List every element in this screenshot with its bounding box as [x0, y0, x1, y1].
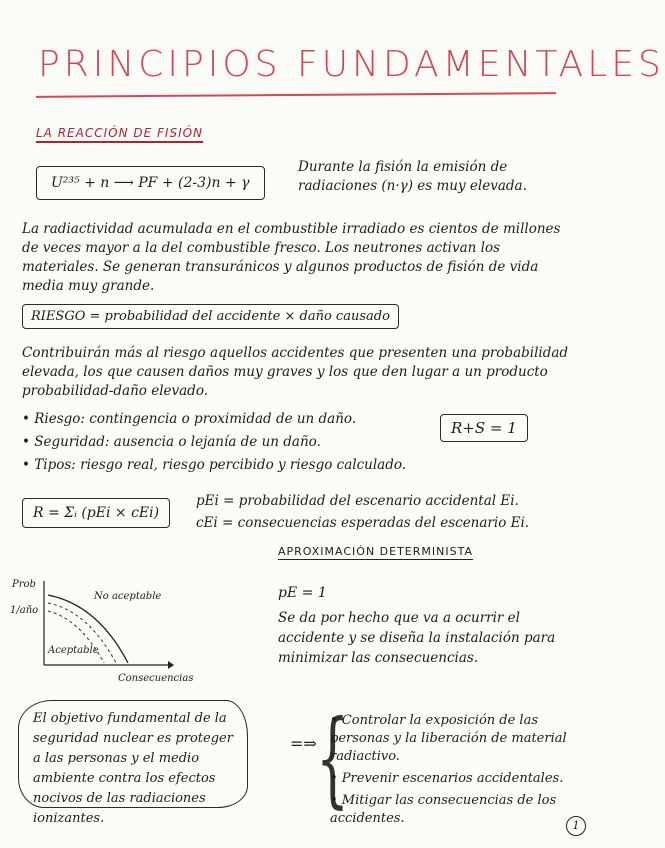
conclusions-list [330, 712, 585, 832]
paragraph-contribution: Contribuirán más al riesgo aquellos accidentes que presenten una probabilidad elevada, los que causen daños muy graves y los que den lugar a un producto probabilidad-daño elevado. [22, 345, 569, 399]
rs-box [440, 414, 528, 442]
graph-no-aceptable: No aceptable [94, 591, 162, 602]
definitions-list [22, 408, 406, 477]
equation-note: Durante la fisión la emisión de radiaciones (n·γ) es muy elevada. [298, 159, 527, 194]
aprox-title: APROXIMACIÓN DETERMINISTA [278, 545, 473, 558]
risk-graph [8, 575, 208, 685]
objective-bubble [18, 700, 248, 826]
objective-text: El objetivo fundamental de la seguridad nuclear es proteger a las personas y el medio ambiente contra los efectos nocivos de las radiaciones ionizantes. [33, 711, 233, 826]
pe-equation: pE = 1 [278, 585, 327, 601]
pei-definition: pEi = probabilidad del escenario accidental Ei. [196, 493, 519, 509]
riesgo-formula-box [22, 304, 399, 329]
riesgo-formula: RIESGO = probabilidad del accidente × daño causado [31, 309, 390, 324]
section-title: LA REACCIÓN DE FISIÓN [36, 126, 203, 143]
page-title: PRINCIPIOS FUNDAMENTALES [38, 44, 665, 85]
aprox-text: Se da por hecho que va a ocurrir el accidente y se diseña la instalación para minimizar las consecuencias. [278, 610, 556, 666]
x-axis-arrow [168, 661, 174, 669]
graph-ylabel-top: Prob [12, 579, 36, 590]
fission-equation-box [36, 166, 265, 200]
graph-aceptable: Aceptable [48, 645, 99, 656]
brace-icon: { [316, 697, 350, 819]
paragraph-radioactivity: La radiactividad acumulada en el combustible irradiado es cientos de millones de veces mayor a la del combustible fresco. Los neutrones activan los materiales. Se generan transuránicos y algunos productos de fisión de vida media muy grande. [22, 221, 561, 294]
list-item: • Controlar la exposición de las personas y la liberación de material radiactivo. [330, 713, 567, 764]
sum-formula: R = Σᵢ (pEi × cEi) [33, 505, 160, 521]
title-underline [36, 92, 556, 98]
rs-equation: R+S = 1 [451, 419, 517, 437]
fission-equation: U²³⁵ + n ⟶ PF + (2-3)n + γ [51, 175, 250, 191]
list-item: • Prevenir escenarios accidentales. [330, 771, 564, 786]
implies-arrow: =⇒ [290, 734, 317, 753]
list-item: • Tipos: riesgo real, riesgo percibido y riesgo calculado. [22, 457, 407, 473]
graph-xlabel: Consecuencias [118, 673, 194, 684]
list-item: • Riesgo: contingencia o proximidad de un daño. [22, 411, 357, 427]
graph-ylabel-bottom: 1/año [10, 605, 39, 616]
sum-formula-box [22, 498, 170, 528]
cei-definition: cEi = consecuencias esperadas del escenario Ei. [196, 515, 530, 531]
list-item: • Mitigar las consecuencias de los accidentes. [330, 793, 557, 826]
list-item: • Seguridad: ausencia o lejanía de un daño. [22, 434, 321, 450]
page-number: 1 [566, 816, 586, 836]
